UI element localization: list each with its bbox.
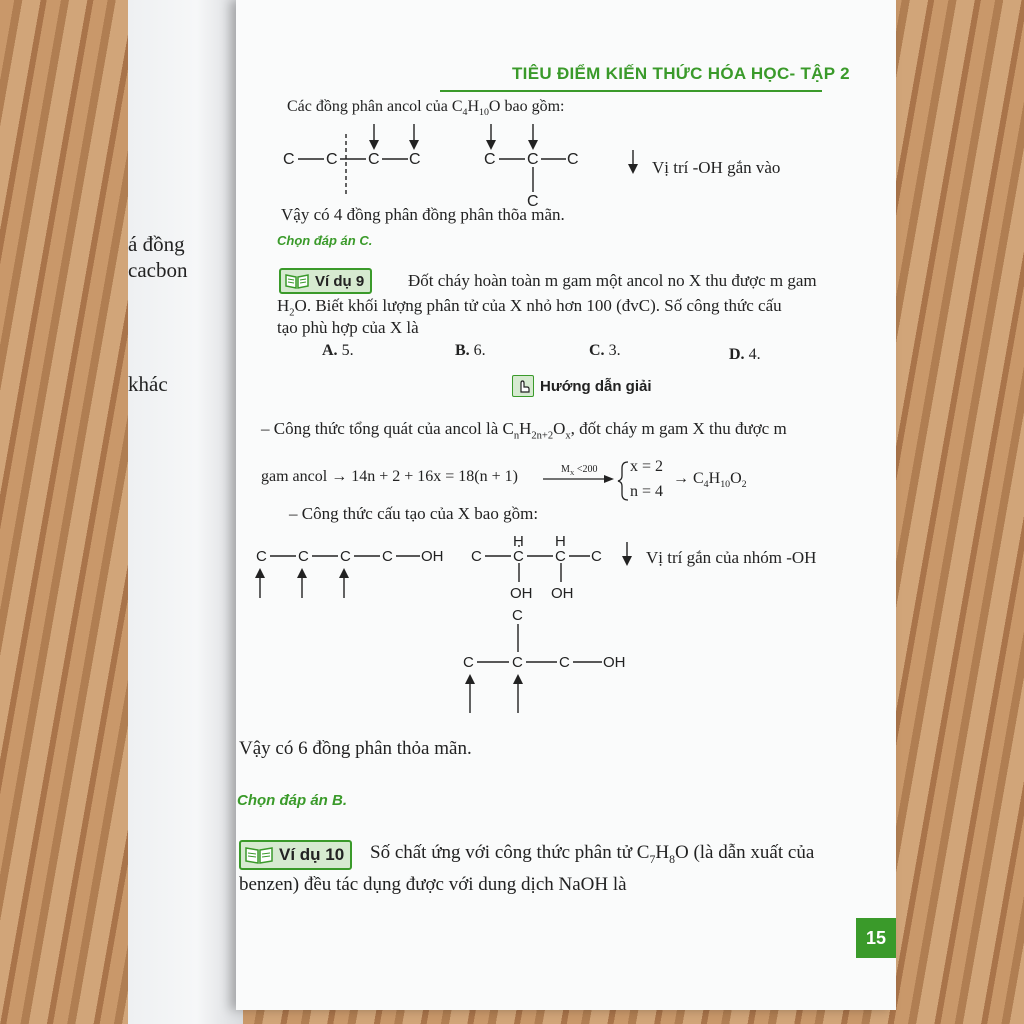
solution-guide-heading: Hướng dẫn giải [508, 375, 658, 397]
example-9-line-2: $H_2O$. Biết khối lượng phân tử của X nhỏ hơn 100 (đvC). Số công thức cấu [277, 296, 782, 319]
example-9-line-1: Đốt cháy hoàn toàn m gam một ancol no X thu được m gam [408, 271, 817, 290]
option-c: C. 3. [589, 342, 621, 359]
open-book-icon [245, 846, 273, 864]
atom-label: H [555, 533, 566, 550]
option-a: A. 5. [322, 342, 354, 359]
conclusion-second: Vậy có 6 đồng phân thỏa mãn. [239, 738, 472, 759]
atom-label: C [283, 151, 295, 168]
atom-label: C [527, 193, 539, 210]
atom-label: C [513, 548, 524, 565]
atom-label: C [326, 151, 338, 168]
legend-oh-group-position: Vị trí gắn của nhóm -OH [646, 548, 817, 567]
intro-line: Các đồng phân ancol của $C_4H_{10}O$ bao gồm: [287, 98, 565, 119]
option-b: B. 6. [455, 342, 486, 359]
case-n: n = 4 [630, 483, 664, 500]
atom-label: C [340, 548, 351, 565]
atom-label: C [409, 151, 421, 168]
example-10-line-1: Số chất ứng với công thức phân tử $C_7H_8O$ (là dẫn xuất của [370, 842, 815, 866]
atom-label: C [555, 548, 566, 565]
atom-label: C [382, 548, 393, 565]
structures-intro-line: – Công thức cấu tạo của X bao gồm: [289, 504, 539, 523]
equation-result: → $C_4H_{10}O_2$ [673, 470, 747, 491]
page-number: 15 [856, 918, 896, 958]
example-10-line-2: benzen) đều tác dụng được với dung dịch NaOH là [239, 874, 627, 895]
atom-label: C [512, 654, 523, 671]
left-page-text: á đồng [128, 232, 185, 256]
case-x: x = 2 [630, 458, 664, 475]
atom-label: C [368, 151, 380, 168]
atom-label: C [559, 654, 570, 671]
atom-label: C [471, 548, 482, 565]
atom-label: C [527, 151, 539, 168]
atom-label: C [463, 654, 474, 671]
option-d: D. 4. [729, 346, 761, 363]
answer-first: Chọn đáp án C. [277, 233, 373, 248]
equation-condition: $M_X <200$ [561, 464, 598, 477]
general-formula-line: – Công thức tổng quát của ancol là $C_nH_{2n+2}O_x$, đốt cháy m gam X thu được m [261, 419, 787, 442]
atom-label: C [298, 548, 309, 565]
atom-label: C [591, 548, 602, 565]
atom-label: C [484, 151, 496, 168]
atom-label: H [513, 533, 524, 550]
atom-label: OH [603, 654, 626, 671]
left-page-text: khác [128, 372, 168, 396]
atom-label: OH [421, 548, 444, 565]
equation-lhs: gam ancol → 14n + 2 + 16x = 18(n + 1) [261, 468, 518, 485]
atom-label: OH [510, 585, 533, 602]
atom-label: C [567, 151, 579, 168]
page-header-title: TIÊU ĐIỂM KIẾN THỨC HÓA HỌC- TẬP 2 [512, 64, 850, 83]
atom-label: OH [551, 585, 574, 602]
left-page-text: cacbon [128, 258, 188, 282]
legend-oh-position: Vị trí -OH gắn vào [652, 158, 781, 177]
example-10-badge: Ví dụ 10 [239, 840, 352, 870]
example-9-badge: Ví dụ 9 [279, 268, 372, 294]
conclusion-first: Vậy có 4 đồng phân đồng phân thõa mãn. [281, 205, 565, 224]
answer-second: Chọn đáp án B. [237, 792, 347, 809]
example-9-line-3: tạo phù hợp của X là [277, 318, 419, 337]
atom-label: C [256, 548, 267, 565]
atom-label: C [512, 607, 523, 624]
